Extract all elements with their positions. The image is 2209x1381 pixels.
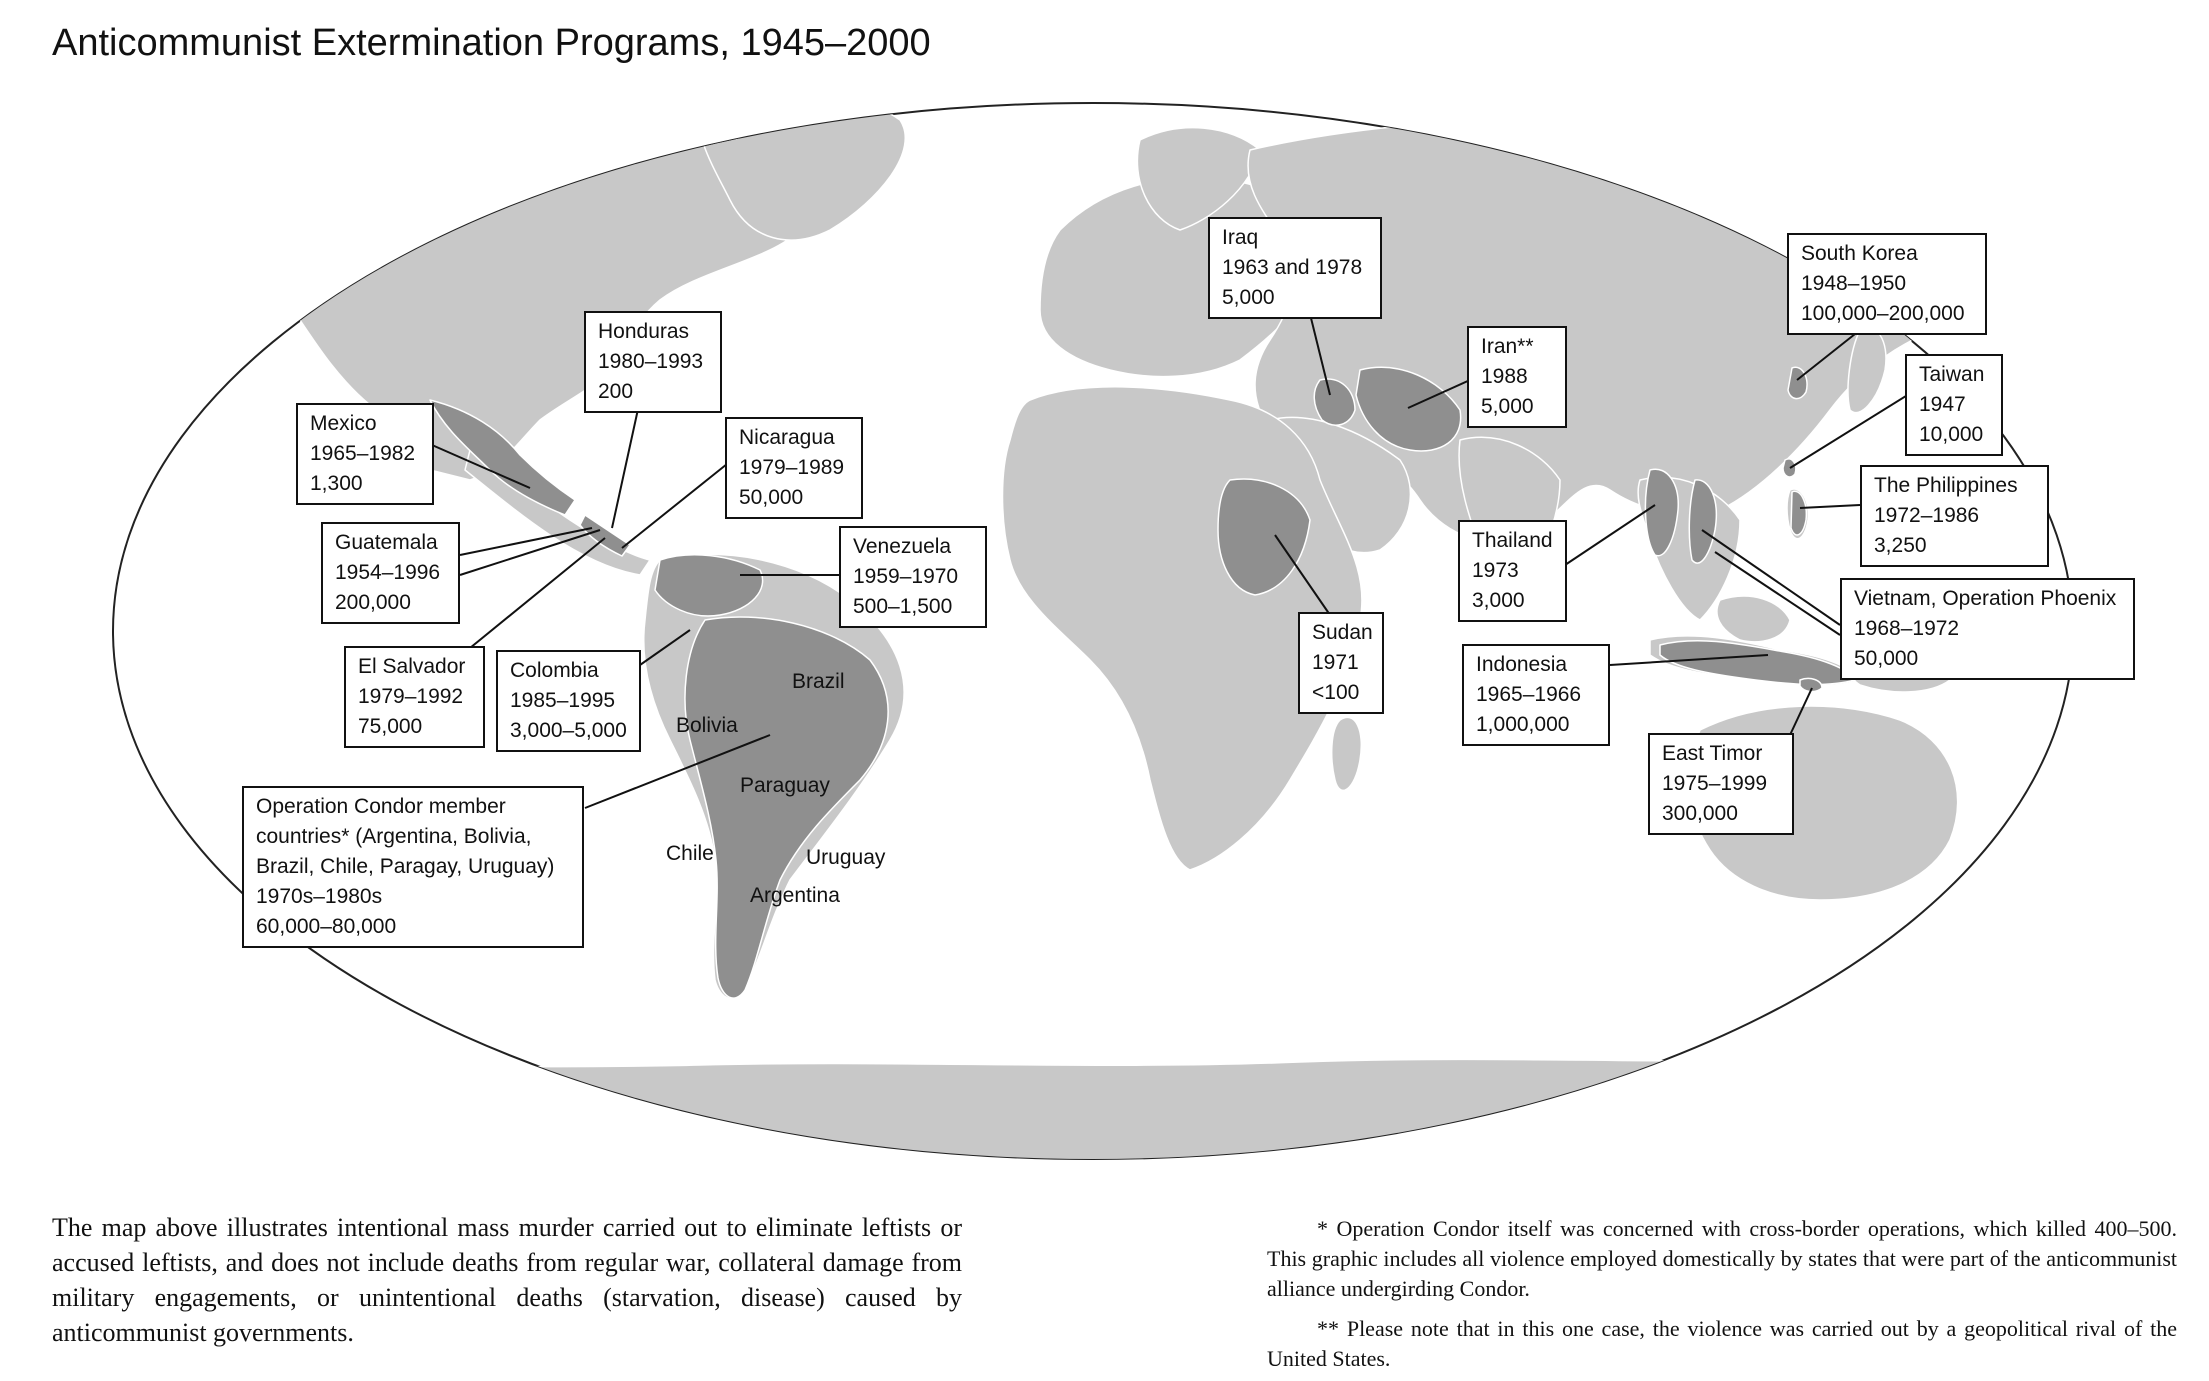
new-zealand-landmass	[1998, 859, 2030, 922]
callout-iraq-deaths: 5,000	[1222, 286, 1275, 309]
callout-vietnam-years: 1968–1972	[1854, 617, 1960, 640]
callout-indonesia	[1462, 644, 1610, 746]
callout-guatemala-country: Guatemala	[335, 531, 438, 554]
callout-venezuela-years: 1959–1970	[853, 565, 959, 588]
country-label-paraguay: Paraguay	[740, 774, 830, 797]
callout-philippines	[1860, 465, 2049, 567]
callout-thailand-deaths: 3,000	[1472, 589, 1525, 612]
callout-philippines-years: 1972–1986	[1874, 504, 1980, 527]
callout-iraq-country: Iraq	[1222, 226, 1259, 249]
callout-mexico-country: Mexico	[310, 412, 377, 435]
callout-vietnam-country: Vietnam, Operation Phoenix	[1854, 587, 2117, 610]
callout-thailand-country: Thailand	[1472, 529, 1553, 552]
antarctica-landmass	[100, 1059, 2100, 1200]
callout-east-timor	[1648, 733, 1794, 835]
country-label-argentina: Argentina	[750, 884, 840, 907]
callout-sudan-years: 1971	[1312, 651, 1359, 674]
callout-vietnam	[1840, 578, 2135, 680]
callout-sudan	[1298, 612, 1384, 714]
callout-honduras-years: 1980–1993	[598, 350, 704, 373]
callout-venezuela-country: Venezuela	[853, 535, 952, 558]
callout-guatemala	[321, 522, 460, 624]
country-label-brazil: Brazil	[792, 670, 845, 693]
callout-condor-line2: countries* (Argentina, Bolivia,	[256, 825, 532, 848]
callout-nicaragua	[725, 417, 863, 519]
callout-philippines-country: The Philippines	[1874, 474, 2018, 497]
callout-colombia-years: 1985–1995	[510, 689, 616, 712]
callout-nicaragua-years: 1979–1989	[739, 456, 845, 479]
callout-indonesia-deaths: 1,000,000	[1476, 713, 1570, 736]
callout-iran-years: 1988	[1481, 365, 1528, 388]
callout-thailand-years: 1973	[1472, 559, 1519, 582]
callout-condor-deaths: 60,000–80,000	[256, 915, 397, 938]
callout-nicaragua-deaths: 50,000	[739, 486, 804, 509]
callout-taiwan	[1905, 354, 2003, 456]
country-label-bolivia: Bolivia	[676, 714, 738, 737]
callout-south-korea-country: South Korea	[1801, 242, 1918, 265]
callout-venezuela-deaths: 500–1,500	[853, 595, 953, 618]
callout-honduras-deaths: 200	[598, 380, 634, 403]
callout-sudan-deaths: <100	[1312, 681, 1360, 704]
page-title: Anticommunist Extermination Programs, 1945–2000	[52, 22, 931, 64]
callout-condor-line1: Operation Condor member	[256, 795, 506, 818]
callout-iraq	[1208, 217, 1382, 319]
callout-south-korea-deaths: 100,000–200,000	[1801, 302, 1965, 325]
callout-iran-deaths: 5,000	[1481, 395, 1534, 418]
callout-iraq-years: 1963 and 1978	[1222, 256, 1363, 279]
country-label-chile: Chile	[666, 842, 714, 865]
callout-nicaragua-country: Nicaragua	[739, 426, 835, 449]
arctic-islands	[418, 101, 620, 146]
callout-east-timor-years: 1975–1999	[1662, 772, 1768, 795]
highlight-taiwan	[1783, 459, 1796, 477]
callout-iran	[1467, 326, 1567, 428]
callout-sudan-country: Sudan	[1312, 621, 1373, 644]
callout-mexico-deaths: 1,300	[310, 472, 363, 495]
callout-south-korea	[1787, 233, 1987, 335]
callout-guatemala-deaths: 200,000	[335, 591, 411, 614]
map-caption: The map above illustrates intentional mass murder carried out to eliminate leftists or accused leftists, and does not include deaths from regular war, collateral damage from military engagements, or unintentional deaths (starvation, disease) caused by anticommunist governments.	[52, 1213, 962, 1347]
callout-colombia-country: Colombia	[510, 659, 599, 682]
callout-iran-country: Iran**	[1481, 335, 1534, 358]
callout-mexico	[296, 403, 434, 505]
callout-thailand	[1458, 520, 1567, 622]
callout-taiwan-deaths: 10,000	[1919, 423, 1984, 446]
callout-venezuela	[839, 526, 987, 628]
footnote-iran: ** Please note that in this one case, the violence was carried out by a geopolitical rival of the United States.	[1267, 1316, 2177, 1371]
callout-guatemala-years: 1954–1996	[335, 561, 441, 584]
country-label-uruguay: Uruguay	[806, 846, 886, 869]
callout-mexico-years: 1965–1982	[310, 442, 416, 465]
callout-indonesia-country: Indonesia	[1476, 653, 1568, 676]
footnote-condor: * Operation Condor itself was concerned with cross-border operations, which killed 400–500. This graphic includes all violence employed domestically by states that were part of the anticommunist alliance undergirding Condor.	[1267, 1216, 2177, 1301]
callout-el-salvador-country: El Salvador	[358, 655, 466, 678]
callout-east-timor-deaths: 300,000	[1662, 802, 1738, 825]
callout-vietnam-deaths: 50,000	[1854, 647, 1919, 670]
callout-condor-line3: Brazil, Chile, Paragay, Uruguay)	[256, 855, 555, 878]
callout-south-korea-years: 1948–1950	[1801, 272, 1907, 295]
callout-condor	[242, 786, 584, 948]
highlight-south-korea	[1788, 367, 1807, 398]
callout-el-salvador-years: 1979–1992	[358, 685, 464, 708]
callout-colombia	[496, 650, 641, 752]
callout-east-timor-country: East Timor	[1662, 742, 1763, 765]
callout-el-salvador-deaths: 75,000	[358, 715, 423, 738]
callout-philippines-deaths: 3,250	[1874, 534, 1927, 557]
callout-colombia-deaths: 3,000–5,000	[510, 719, 627, 742]
callout-honduras-country: Honduras	[598, 320, 690, 343]
callout-taiwan-country: Taiwan	[1919, 363, 1985, 386]
callout-el-salvador	[344, 646, 485, 748]
callout-honduras	[584, 311, 722, 413]
callout-taiwan-years: 1947	[1919, 393, 1966, 416]
callout-indonesia-years: 1965–1966	[1476, 683, 1582, 706]
callout-condor-years: 1970s–1980s	[256, 885, 383, 908]
